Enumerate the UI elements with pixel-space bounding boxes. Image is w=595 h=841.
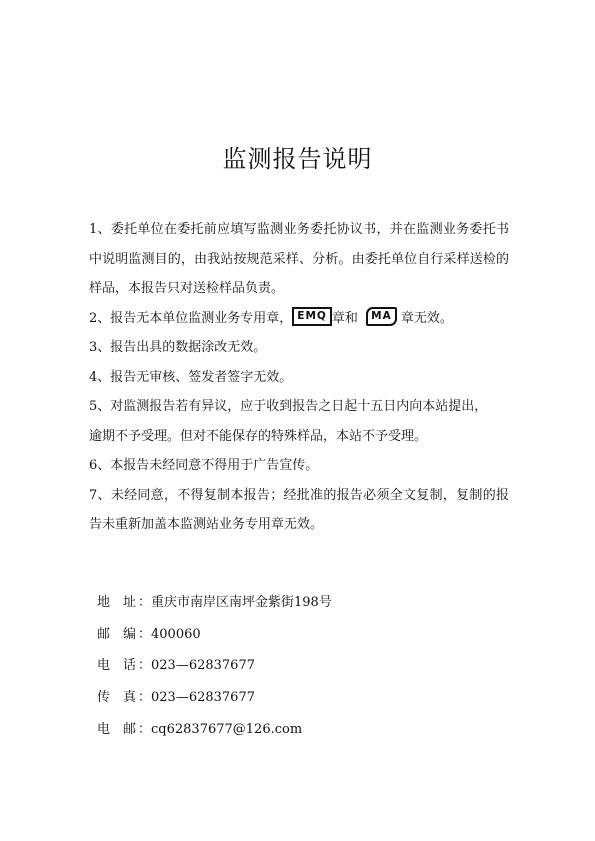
contact-label: 邮 编 [97, 626, 137, 642]
note-5-line-1: 5、对监测报告若有异议，应于收到报告之日起十五日内向本站提出， [89, 399, 488, 414]
note-2-suffix: 章无效。 [400, 310, 453, 326]
cma-seal-logo: MA [366, 307, 397, 326]
note-4: 4、报告无审核、签发者签字无效。 [89, 369, 293, 385]
contact-row-phone: 电 话 ：023—62837677 [97, 654, 332, 686]
notes-list [89, 215, 509, 540]
note-2 [89, 304, 509, 334]
contact-value: 023—62837677 [151, 658, 255, 674]
note-6: 6、本报告未经同意不得用于广告宣传。 [89, 458, 319, 473]
note-2-mid: 章和 [331, 310, 358, 326]
contact-row-postcode: 邮 编 ：400060 [97, 623, 332, 655]
emq-seal-logo: EMQ [292, 307, 332, 326]
note-1: 1、委托单位在委托前应填写监测业务委托协议书，并在监测业务委托书中说明监测目的，由我站按规范采样、分析。由委托单位自行采样送检的样品，本报告只对送检样品负责。 [89, 222, 509, 296]
note-5-line-2: 逾期不予受理。但对不能保存的特殊样品，本站不予受理。 [89, 428, 428, 444]
contact-value: 023—62837677 [151, 690, 255, 706]
contact-label: 电 话 [97, 658, 137, 674]
contact-value: 400060 [151, 626, 201, 642]
note-7: 7、未经同意，不得复制本报告；经批准的报告必须全文复制，复制的报告未重新加盖本监测站业务专用章无效。 [89, 487, 509, 532]
contact-value: 重庆市南岸区南坪金紫街198号 [151, 595, 332, 610]
page-title: 监测报告说明 [222, 145, 373, 173]
contact-value: cq62837677@126.com [151, 721, 303, 737]
note-3: 3、报告出具的数据涂改无效。 [89, 340, 267, 355]
contact-row-email: 电 邮 ：cq62837677@126.com [97, 718, 332, 750]
contact-label: 电 邮 [97, 721, 137, 737]
note-2-prefix: 2、报告无本单位监测业务专用章， [89, 310, 293, 326]
contact-label: 地 址 [97, 595, 137, 610]
contact-row-address: 地 址 ：重庆市南岸区南坪金紫街198号 [97, 591, 332, 623]
contact-label: 传 真 [97, 690, 137, 706]
contact-block [97, 591, 332, 749]
contact-row-fax: 传 真 ：023—62837677 [97, 686, 332, 718]
